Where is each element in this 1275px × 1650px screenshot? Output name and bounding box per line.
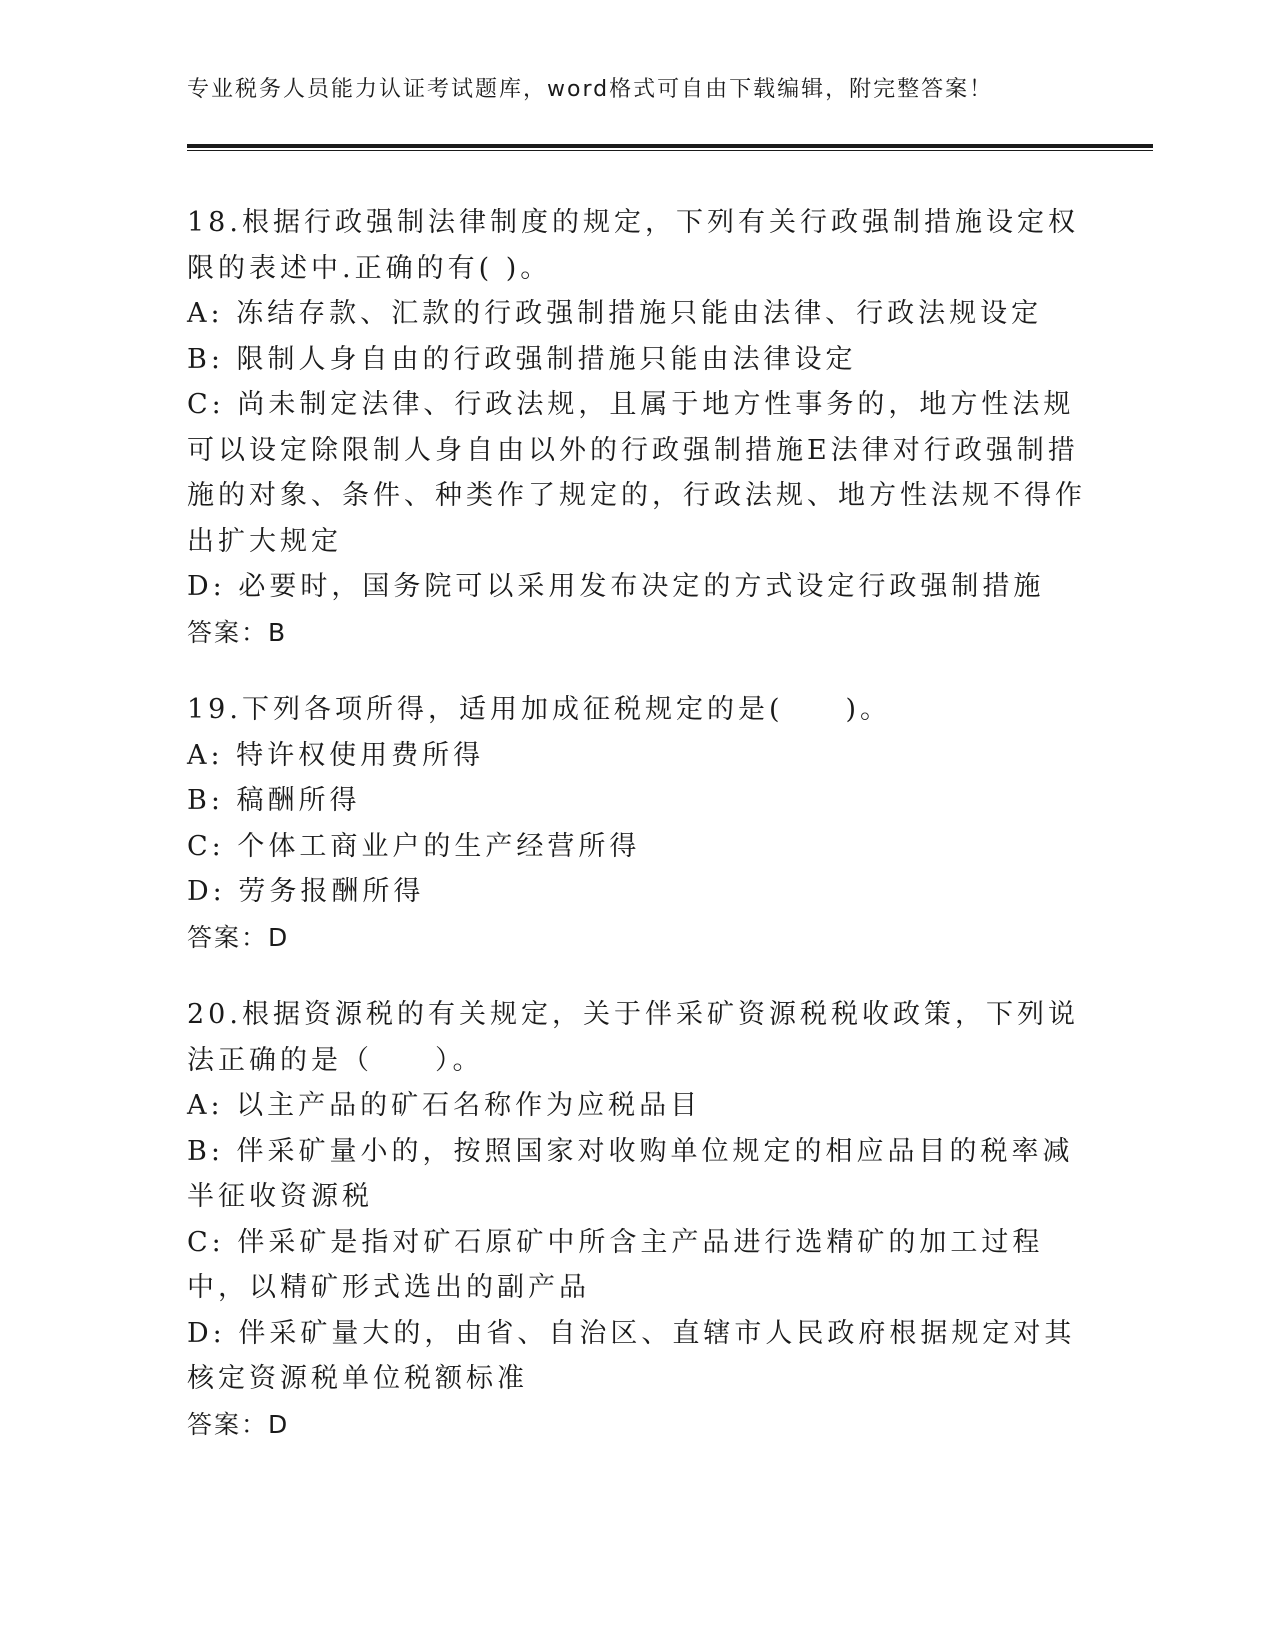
question-text: 18.根据行政强制法律制度的规定，下列有关行政强制措施设定权限的表述中.正确的有( )。 xyxy=(187,207,1079,284)
option-d: D: 劳务报酬所得 xyxy=(187,876,425,907)
option-d: D: 必要时，国务院可以采用发布决定的方式设定行政强制措施 xyxy=(187,571,1045,602)
header-divider xyxy=(187,144,1153,148)
option-a: A: 特许权使用费所得 xyxy=(187,739,485,771)
option-b: B: 稿酬所得 xyxy=(187,785,361,816)
question-text: 20.根据资源税的有关规定，关于伴采矿资源税税收政策，下列说法正确的是（ ）。 xyxy=(187,999,1079,1076)
option-c: C: 尚未制定法律、行政法规，且属于地方性事务的，地方性法规可以设定除限制人身自由以外的行政强制措施E法律对行政强制措施的对象、条件、种类作了规定的，行政法规、地方性法规不得作出扩大规定 xyxy=(187,389,1086,557)
header-divider-thin xyxy=(187,150,1153,151)
option-b: B: 限制人身自由的行政强制措施只能由法律设定 xyxy=(187,343,857,375)
question-19 xyxy=(187,687,1087,960)
option-d: D: 伴采矿量大的，由省、自治区、直辖市人民政府根据规定对其核定资源税单位税额标准 xyxy=(187,1317,1076,1394)
question-18 xyxy=(187,200,1087,655)
option-c: C: 个体工商业户的生产经营所得 xyxy=(187,830,641,862)
option-c: C: 伴采矿是指对矿石原矿中所含主产品进行选精矿的加工过程中，以精矿形式选出的副产品 xyxy=(187,1226,1044,1303)
page-header: 专业税务人员能力认证考试题库，word格式可自由下载编辑，附完整答案！ xyxy=(187,77,994,102)
option-a: A: 以主产品的矿石名称作为应税品目 xyxy=(187,1090,702,1121)
answer: 答案：D xyxy=(187,922,290,952)
answer: 答案：D xyxy=(187,1409,290,1439)
option-b: B: 伴采矿量小的，按照国家对收购单位规定的相应品目的税率减半征收资源税 xyxy=(187,1135,1074,1212)
option-a: A: 冻结存款、汇款的行政强制措施只能由法律、行政法规设定 xyxy=(187,298,1043,329)
question-20 xyxy=(187,992,1087,1447)
answer: 答案：B xyxy=(187,617,288,647)
question-list xyxy=(187,200,1087,1479)
question-text: 19.下列各项所得，适用加成征税规定的是( )。 xyxy=(187,694,892,725)
